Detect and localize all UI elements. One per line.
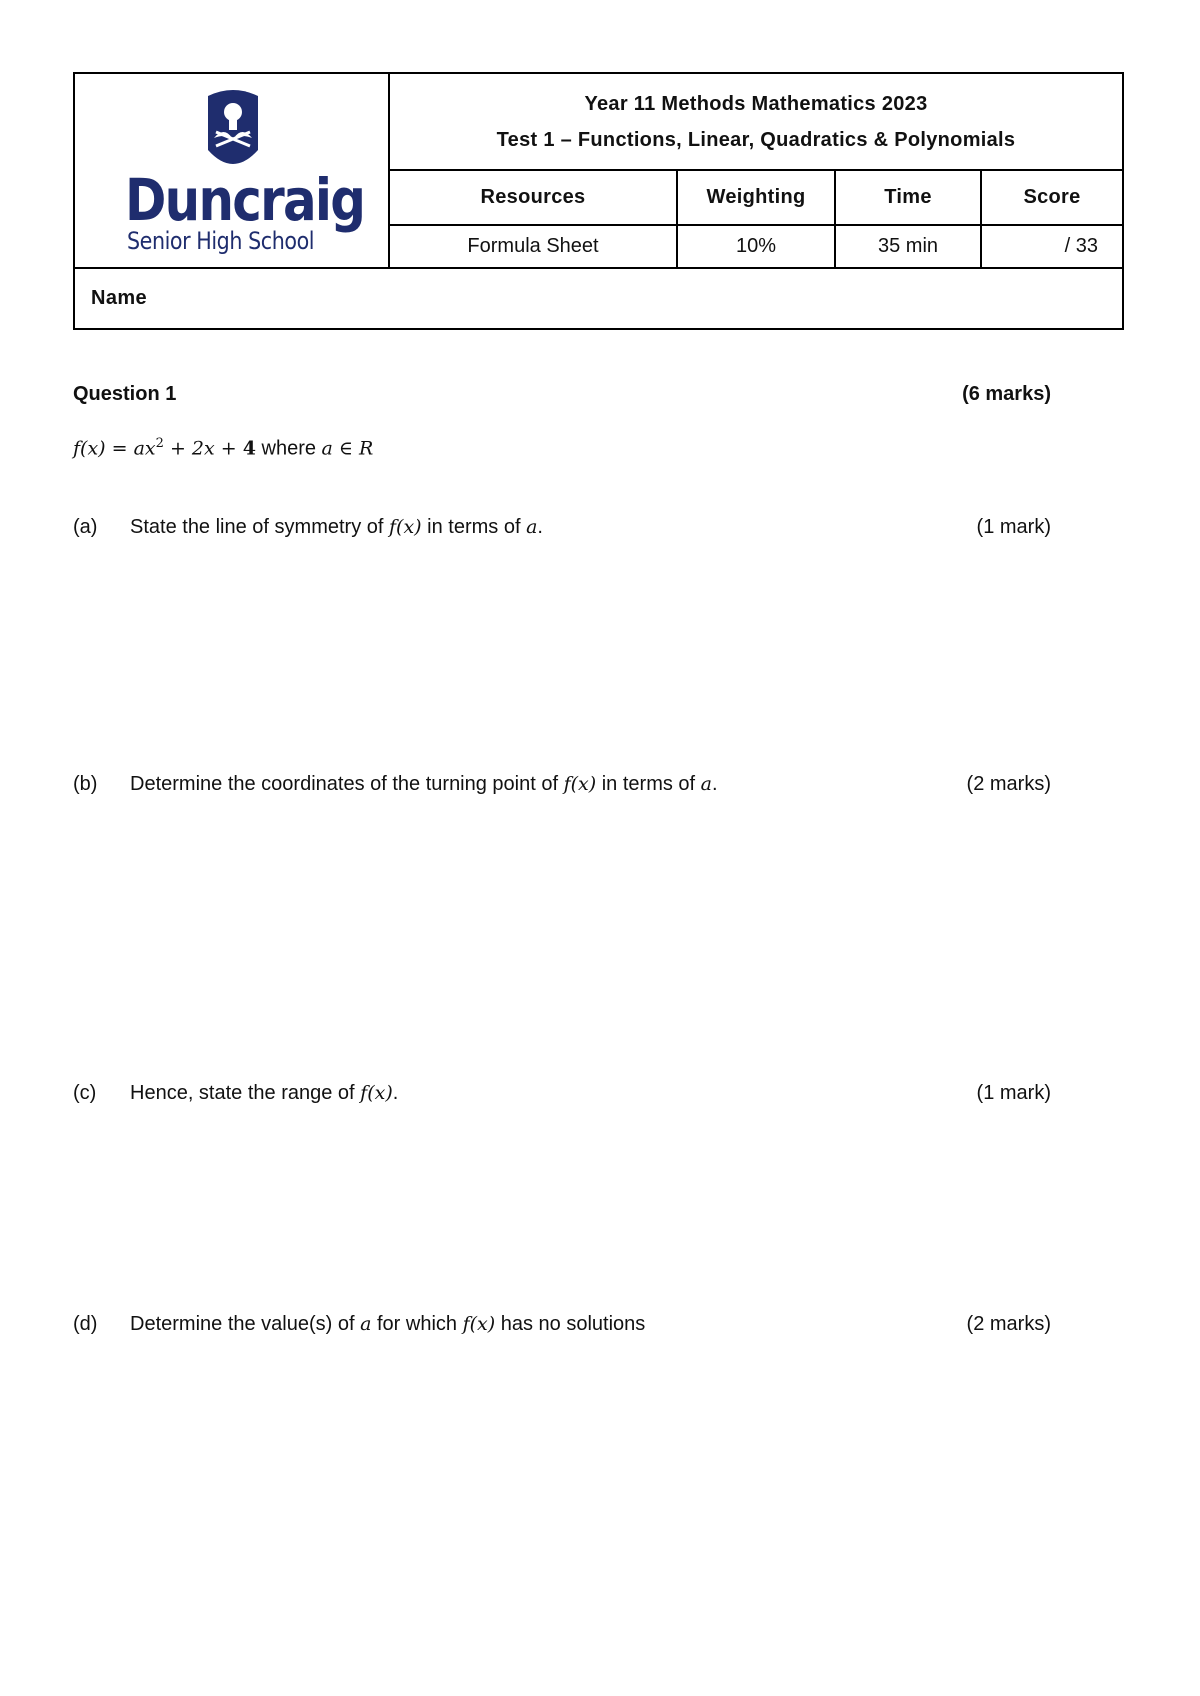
- part-label: (a): [73, 516, 98, 538]
- part-marks: (1 mark): [976, 516, 1051, 538]
- test-title: [390, 74, 1122, 171]
- score-column: [982, 171, 1122, 267]
- text-segment: has no solutions: [495, 1313, 646, 1335]
- column-value: 35 min: [877, 235, 939, 257]
- part-text: [130, 516, 977, 539]
- function-term-a: ax: [133, 437, 156, 460]
- part-a: [73, 516, 1051, 539]
- text-segment: Determine the coordinates of the turning point of: [130, 773, 564, 795]
- question-heading: [73, 383, 1051, 406]
- question-title: Question 1: [73, 383, 177, 405]
- part-d: [73, 1313, 1051, 1336]
- function-constant: 4: [242, 437, 256, 460]
- text-segment: Determine the value(s) of: [130, 1313, 361, 1335]
- text-segment: Hence, state the range of: [130, 1082, 361, 1104]
- part-text: [130, 1313, 967, 1336]
- part-marks: (1 mark): [976, 1082, 1051, 1104]
- math-expression: a: [526, 516, 538, 538]
- where-text: where: [255, 437, 322, 460]
- crest-icon: [202, 88, 264, 172]
- equals-sign: =: [105, 437, 134, 460]
- name-field[interactable]: [75, 267, 1122, 328]
- column-heading: Weighting: [678, 171, 834, 226]
- part-label: (d): [73, 1313, 98, 1335]
- title-line-1: Year 11 Methods Mathematics 2023: [584, 92, 928, 115]
- weighting-column: [678, 171, 836, 267]
- logo-subtitle: Senior High School: [127, 227, 315, 255]
- function-lhs: f(x): [73, 437, 106, 460]
- column-value: 10%: [735, 235, 777, 257]
- part-b: [73, 773, 1051, 796]
- math-expression: a: [360, 1313, 372, 1335]
- function-term-rest: + 2x +: [163, 437, 243, 460]
- math-expression: f(x): [462, 1313, 496, 1335]
- text-segment: .: [392, 1082, 399, 1104]
- column-heading: Time: [836, 171, 980, 226]
- text-segment: State the line of symmetry of: [130, 516, 389, 538]
- part-c: [73, 1082, 1051, 1105]
- exponent: 2: [155, 436, 164, 451]
- column-value: / 33: [1064, 235, 1098, 257]
- part-label: (b): [73, 773, 98, 795]
- column-heading: Resources: [390, 171, 676, 226]
- part-marks: (2 marks): [966, 1313, 1051, 1335]
- name-label: Name: [91, 287, 148, 309]
- column-heading: Score: [982, 171, 1122, 226]
- text-segment: in terms of: [596, 773, 701, 795]
- school-logo: [75, 74, 390, 267]
- math-expression: f(x): [360, 1082, 393, 1104]
- question-marks: (6 marks): [962, 383, 1051, 405]
- time-column: [836, 171, 982, 267]
- column-value: Formula Sheet: [467, 235, 599, 257]
- part-marks: (2 marks): [966, 773, 1051, 795]
- math-expression: f(x): [563, 773, 597, 795]
- logo-wordmark: Duncraig: [125, 166, 365, 234]
- function-definition: [73, 436, 373, 461]
- domain-condition: a ∈ R: [321, 437, 374, 460]
- text-segment: .: [537, 516, 543, 538]
- part-text: [130, 1082, 977, 1105]
- info-grid: [390, 171, 1122, 267]
- header-table: [73, 72, 1124, 330]
- resources-column: [390, 171, 678, 267]
- part-text: [130, 773, 967, 796]
- title-line-2: Test 1 – Functions, Linear, Quadratics & Polynomials: [496, 128, 1016, 151]
- text-segment: .: [711, 773, 718, 795]
- text-segment: for which: [371, 1313, 463, 1335]
- text-segment: in terms of: [421, 516, 527, 538]
- math-expression: a: [700, 773, 712, 795]
- part-label: (c): [73, 1082, 97, 1104]
- math-expression: f(x): [389, 516, 422, 538]
